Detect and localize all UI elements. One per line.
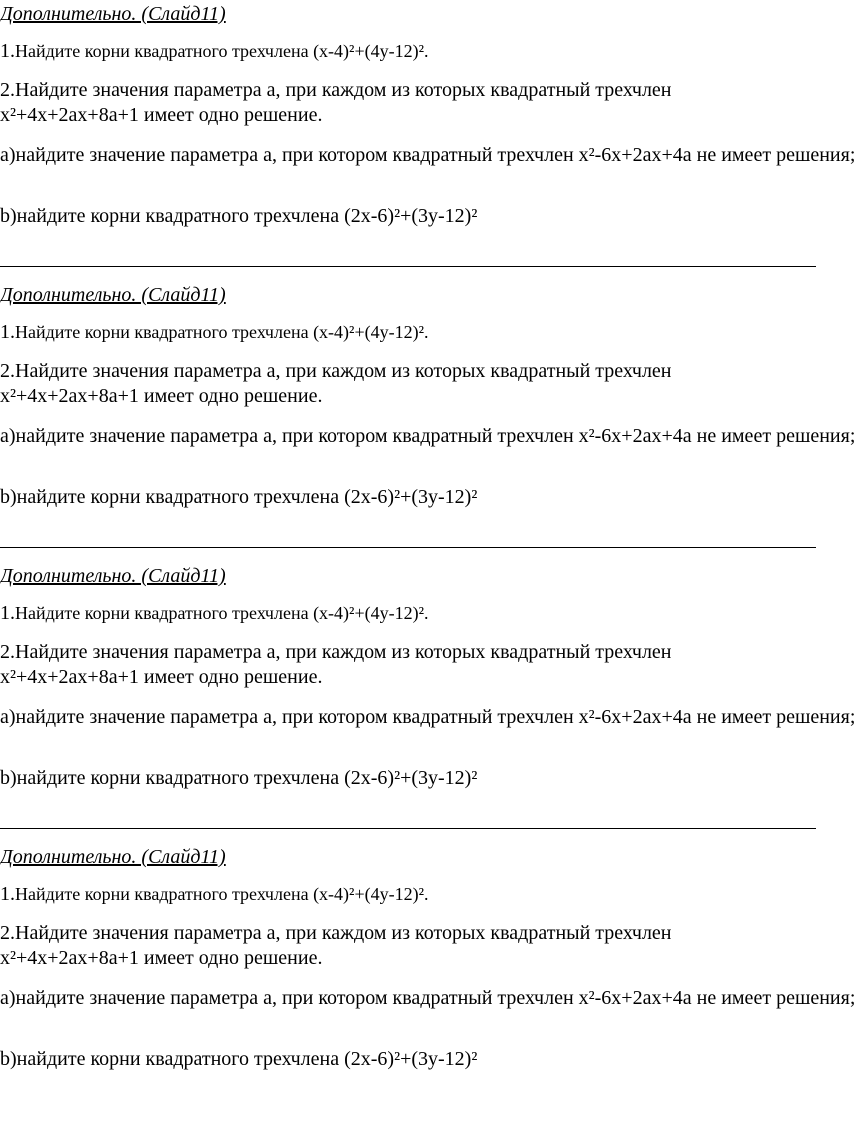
block-heading: Дополнительно. (Слайд11): [0, 3, 226, 25]
task-a-line-1: а)найдите значение параметра а, при котором квадратный трехчлен х²-6х+2ах+4а не имеет: [0, 425, 772, 447]
task-2-line-2: х²+4х+2ах+8а+1 имеет одно решение.: [0, 104, 323, 126]
task-block: [0, 562, 855, 842]
task-a-line-2: решения;: [776, 987, 855, 1009]
task-1-text: Найдите корни квадратного трехчлена (x-4)²+(4y-12)².: [15, 603, 429, 623]
task-1-text: Найдите корни квадратного трехчлена (x-4)²+(4y-12)².: [15, 884, 429, 904]
task-1: [0, 321, 428, 343]
task-a-line-1: а)найдите значение параметра а, при котором квадратный трехчлен х²-6х+2ах+4а не имеет: [0, 706, 772, 728]
task-a: [0, 705, 855, 730]
task-block: [0, 843, 855, 1123]
task-a-line-2: решения;: [776, 144, 855, 166]
block-heading: Дополнительно. (Слайд11): [0, 565, 226, 587]
task-2: [0, 78, 816, 128]
block-heading: Дополнительно. (Слайд11): [0, 846, 226, 868]
task-2: [0, 640, 816, 690]
task-2: [0, 921, 816, 971]
task-1: [0, 40, 428, 62]
cut-line-divider: [0, 828, 816, 829]
task-1-text: Найдите корни квадратного трехчлена (x-4)²+(4y-12)².: [15, 41, 429, 61]
task-block: [0, 281, 855, 561]
task-a: [0, 986, 855, 1011]
task-a-line-1: а)найдите значение параметра а, при котором квадратный трехчлен х²-6х+2ах+4а не имеет: [0, 144, 772, 166]
task-1-number: 1.: [0, 602, 15, 624]
task-a-line-2: решения;: [776, 425, 855, 447]
task-2-line-1: 2.Найдите значения параметра а, при каждом из которых квадратный трехчлен: [0, 79, 672, 101]
task-block: [0, 0, 855, 280]
task-b: b)найдите корни квадратного трехчлена (2x-6)²+(3y-12)²: [0, 486, 478, 508]
cut-line-divider: [0, 547, 816, 548]
task-2-line-1: 2.Найдите значения параметра а, при каждом из которых квадратный трехчлен: [0, 922, 672, 944]
task-1-text: Найдите корни квадратного трехчлена (x-4)²+(4y-12)².: [15, 322, 429, 342]
task-2-line-2: х²+4х+2ах+8а+1 имеет одно решение.: [0, 947, 323, 969]
task-1-number: 1.: [0, 321, 15, 343]
task-b: b)найдите корни квадратного трехчлена (2x-6)²+(3y-12)²: [0, 767, 478, 789]
cut-line-divider: [0, 266, 816, 267]
task-2-line-1: 2.Найдите значения параметра а, при каждом из которых квадратный трехчлен: [0, 360, 672, 382]
task-2-line-1: 2.Найдите значения параметра а, при каждом из которых квадратный трехчлен: [0, 641, 672, 663]
task-1: [0, 602, 428, 624]
task-2-line-2: х²+4х+2ах+8а+1 имеет одно решение.: [0, 385, 323, 407]
task-2-line-2: х²+4х+2ах+8а+1 имеет одно решение.: [0, 666, 323, 688]
task-1: [0, 883, 428, 905]
task-1-number: 1.: [0, 40, 15, 62]
task-a-line-2: решения;: [776, 706, 855, 728]
task-b: b)найдите корни квадратного трехчлена (2x-6)²+(3y-12)²: [0, 1048, 478, 1070]
block-heading: Дополнительно. (Слайд11): [0, 284, 226, 306]
task-b: b)найдите корни квадратного трехчлена (2x-6)²+(3y-12)²: [0, 205, 478, 227]
task-a: [0, 143, 855, 168]
task-a-line-1: а)найдите значение параметра а, при котором квадратный трехчлен х²-6х+2ах+4а не имеет: [0, 987, 772, 1009]
task-2: [0, 359, 816, 409]
task-1-number: 1.: [0, 883, 15, 905]
task-a: [0, 424, 855, 449]
